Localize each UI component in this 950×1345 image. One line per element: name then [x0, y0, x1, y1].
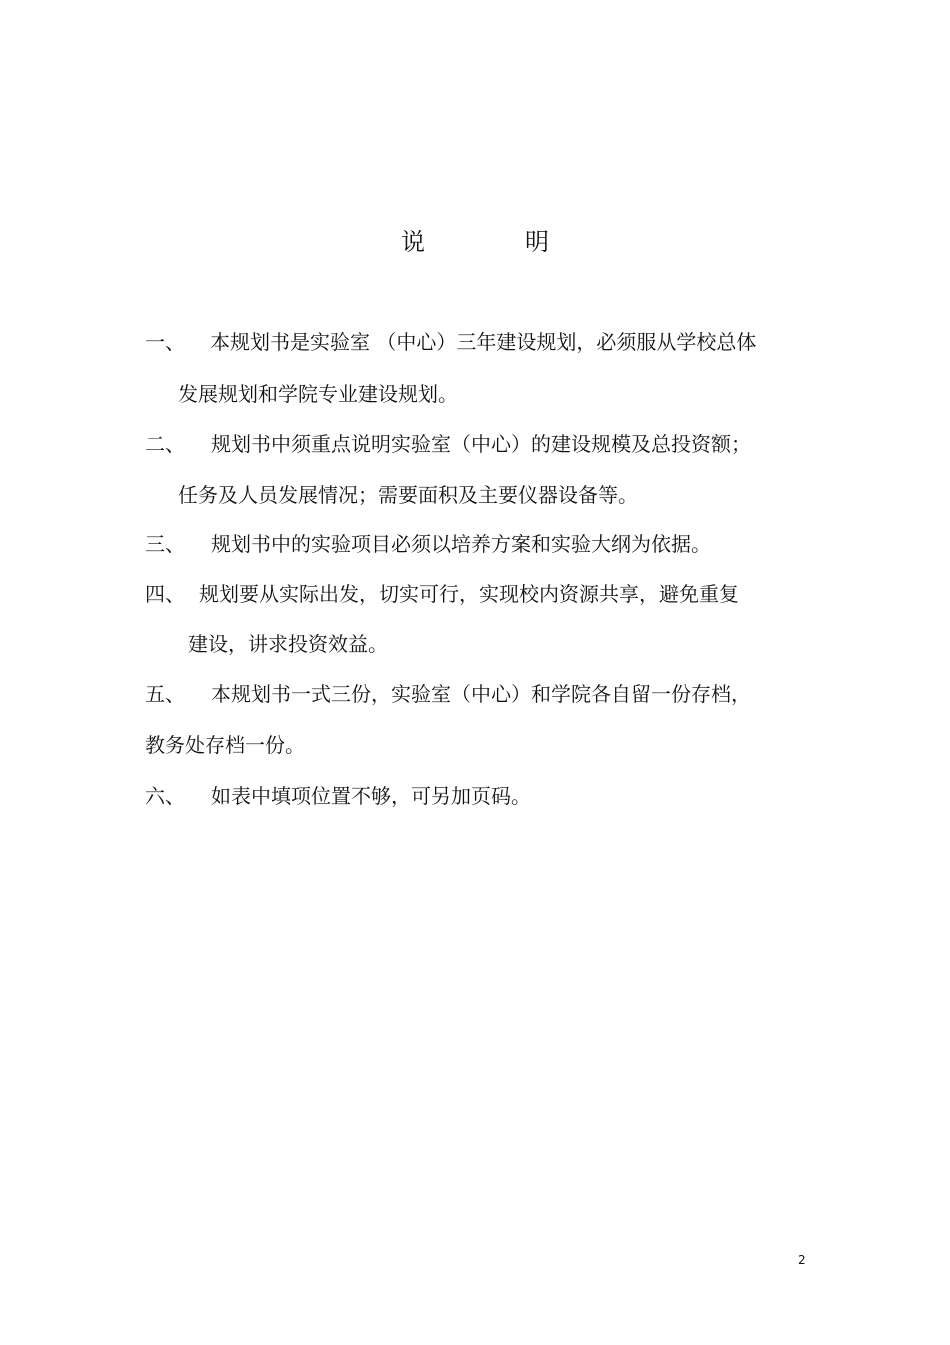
item-number: 五、 [145, 682, 185, 706]
item-number: 四、 [145, 582, 185, 606]
item-number: 六、 [145, 784, 185, 808]
instruction-item-4-continuation: 建设，讲求投资效益。 [188, 632, 388, 656]
item-number: 一、 [145, 330, 185, 354]
instruction-item-3 [145, 530, 711, 558]
page-number: 2 [798, 1253, 806, 1267]
item-text: 本规划书是实验室 （中心）三年建设规划，必须服从学校总体 [210, 330, 757, 354]
instruction-item-1-continuation: 发展规划和学院专业建设规划。 [178, 382, 458, 406]
instruction-item-2-continuation: 任务及人员发展情况；需要面积及主要仪器设备等。 [178, 483, 638, 507]
instruction-item-5 [145, 680, 751, 708]
item-number: 三、 [145, 532, 185, 556]
instruction-item-5-continuation: 教务处存档一份。 [145, 733, 305, 757]
item-number: 二、 [145, 432, 185, 456]
item-text: 规划书中须重点说明实验室（中心）的建设规模及总投资额； [211, 432, 751, 456]
instruction-item-2 [145, 430, 751, 458]
item-text: 本规划书一式三份，实验室（中心）和学院各自留一份存档， [211, 682, 751, 706]
item-text: 规划书中的实验项目必须以培养方案和实验大纲为依据。 [211, 532, 711, 556]
page-title [0, 225, 950, 259]
item-text: 如表中填项位置不够，可另加页码。 [211, 784, 531, 808]
title-char-2: 明 [525, 228, 549, 256]
instruction-item-4 [145, 580, 739, 608]
title-char-1: 说 [401, 228, 425, 256]
instruction-item-1 [145, 328, 756, 356]
item-text: 规划要从实际出发，切实可行，实现校内资源共享，避免重复 [199, 582, 739, 606]
instruction-item-6 [145, 782, 531, 810]
